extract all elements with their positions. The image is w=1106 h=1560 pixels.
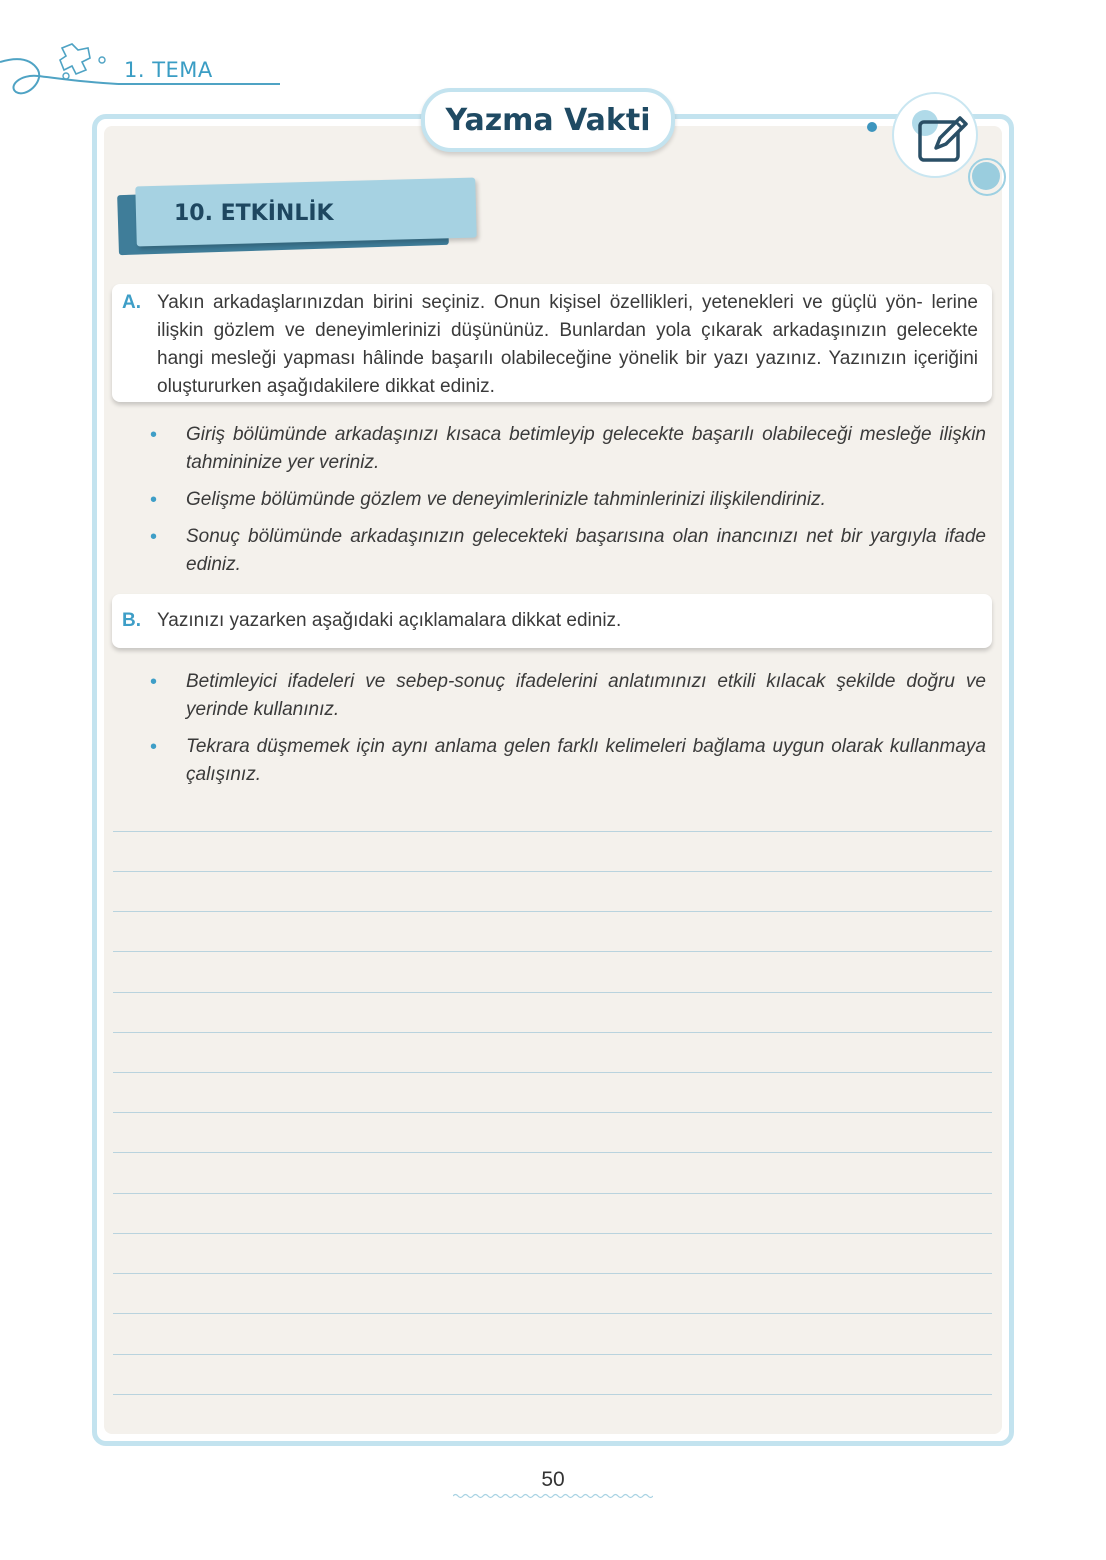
writing-line (113, 992, 992, 993)
instruction-card-b (112, 594, 992, 648)
writing-line (113, 1313, 992, 1314)
writing-line (113, 911, 992, 912)
guideline-list-b (150, 668, 986, 798)
guideline-list-a (150, 421, 986, 588)
instruction-text-a: Yakın arkadaşlarınızdan birini seçiniz. Onun kişisel özellikleri, yetenekleri ve güçlü yön- lerine ilişkin gözlem ve deneyimlerinizi düşününüz. Bunlardan yola çıkarak arkadaşınızın gelecekte hangi mesleği yapması hâlinde başarılı olabileceğine yönelik bir yazı yazınız. Yazınızın içeriğini oluştururken aşağıdakilere dikkat ediniz. (157, 292, 978, 397)
writing-line (113, 1112, 992, 1113)
writing-line (113, 1152, 992, 1153)
theme-label: 1. TEMA (124, 58, 213, 82)
decor-dot (867, 122, 877, 132)
writing-line (113, 871, 992, 872)
list-item-text: Sonuç bölümünde arkadaşınızın gelecekteki başarısına olan inancınızı net bir yargıyla ifade ediniz. (186, 526, 986, 575)
instruction-card-a (112, 284, 992, 402)
list-item (150, 523, 986, 579)
writing-line (113, 1032, 992, 1033)
section-title: Yazma Vakti (445, 102, 651, 138)
writing-line (113, 1193, 992, 1194)
bullet-icon: • (150, 424, 158, 446)
list-item (150, 733, 986, 789)
page-number: 50 (541, 1468, 565, 1491)
list-item (150, 421, 986, 477)
writing-line (113, 1273, 992, 1274)
activity-label: 10. ETKİNLİK (174, 201, 334, 226)
list-item-text: Betimleyici ifadeleri ve sebep-sonuç ifadelerini anlatımınızı etkili kılacak şekilde doğru ve yerinde kullanınız. (186, 671, 986, 720)
bullet-icon: • (150, 489, 158, 511)
writing-line (113, 1072, 992, 1073)
list-item (150, 668, 986, 724)
bullet-icon: • (150, 671, 158, 693)
instruction-text-b: Yazınızı yazarken aşağıdaki açıklamalara dikkat ediniz. (157, 610, 622, 631)
list-item (150, 486, 986, 514)
writing-line (113, 1354, 992, 1355)
writing-line (113, 831, 992, 832)
bullet-icon: • (150, 736, 158, 758)
bullet-icon: • (150, 526, 158, 548)
puzzle-swirl-icon (0, 38, 120, 100)
page-number-decor (453, 1492, 653, 1500)
decor-bubble (972, 162, 1000, 190)
writing-line (113, 1233, 992, 1234)
part-letter-a: A. (122, 292, 141, 313)
theme-underline (118, 83, 280, 85)
list-item-text: Tekrara düşmemek için aynı anlama gelen farklı kelimeleri bağlama uygun olarak kullanmaya çalışınız. (186, 736, 986, 785)
edit-note-icon (916, 114, 970, 164)
part-letter-b: B. (122, 610, 141, 631)
writing-line (113, 1394, 992, 1395)
writing-line (113, 951, 992, 952)
section-title-tab (421, 88, 675, 152)
list-item-text: Giriş bölümünde arkadaşınızı kısaca betimleyip gelecekte başarılı olabileceği mesleğe ilişkin tahmininize yer veriniz. (186, 424, 986, 473)
list-item-text: Gelişme bölümünde gözlem ve deneyimlerinizle tahminlerinizi ilişkilendiriniz. (186, 489, 826, 510)
